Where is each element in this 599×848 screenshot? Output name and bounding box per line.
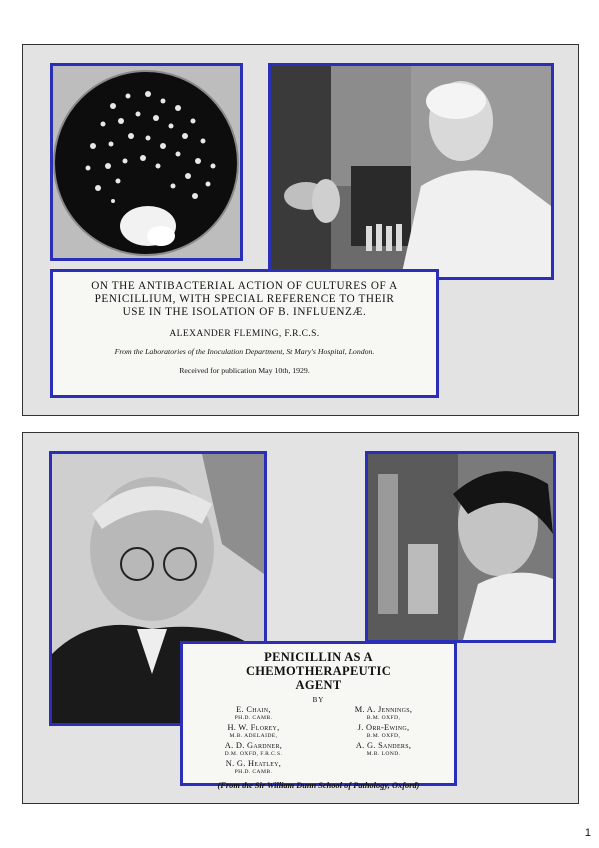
paper-affiliation: From the Laboratories of the Inoculation Department, St Mary's Hospital, London.	[114, 347, 375, 356]
title-line: PENICILLIN AS A CHEMOTHERAPEUTIC	[245, 650, 392, 678]
paper-received-date: Received for publication May 10th, 1929.	[179, 366, 310, 375]
author-columns	[191, 705, 446, 777]
fleming-paper-header	[50, 269, 439, 398]
author-degree: PH.D. CAMB.	[234, 769, 273, 775]
author-degree: D.M. OXFD, F.R.C.S.	[224, 751, 283, 757]
author-entry	[321, 705, 446, 722]
author-name: E. Chain,	[236, 705, 271, 714]
page-number: 1	[584, 827, 591, 839]
author-degree: M.B. LOND.	[366, 751, 401, 757]
fleming-portrait-image	[271, 66, 551, 277]
author-entry	[191, 741, 316, 758]
slide-fleming	[22, 44, 579, 416]
title-line: ON THE ANTIBACTERIAL ACTION OF CULTURES OF A	[91, 280, 398, 292]
author-entry	[321, 741, 446, 758]
title-line: USE IN THE ISOLATION OF B. INFLUENZÆ.	[122, 306, 367, 318]
author-column-right	[321, 705, 446, 777]
author-degree: B.M. OXFD,	[366, 733, 401, 739]
author-name: M. A. Jennings,	[354, 705, 413, 714]
author-degree: B.M. OXFD,	[366, 715, 401, 721]
author-name: N. G. Heatley,	[225, 759, 282, 768]
author-name: A. G. Sanders,	[355, 741, 412, 750]
author-degree: PH.D. CAMB.	[234, 715, 273, 721]
author-column-left	[191, 705, 316, 777]
fleming-lab-photo	[268, 63, 554, 280]
author-name: A. D. Gardner,	[224, 741, 283, 750]
paper-affiliation: (From the Sir William Dunn School of Pathology, Oxford)	[217, 781, 420, 790]
title-line: PENICILLIUM, WITH SPECIAL REFERENCE TO THEIR	[94, 293, 395, 305]
author-entry	[191, 759, 316, 776]
chain-lab-photo	[365, 451, 556, 643]
paper-by: BY	[312, 696, 325, 704]
author-entry	[191, 723, 316, 740]
slide-florey-chain	[22, 432, 579, 804]
chain-portrait-image	[368, 454, 553, 640]
petri-dish-photo	[50, 63, 243, 261]
chain-paper-header	[180, 641, 457, 790]
author-degree: M.B. ADELAIDE,	[229, 733, 278, 739]
petri-dish-image	[53, 66, 240, 258]
author-entry	[191, 705, 316, 722]
author-entry	[321, 723, 446, 740]
author-name: H. W. Florey,	[227, 723, 280, 732]
paper-author: ALEXANDER FLEMING, F.R.C.S.	[169, 329, 320, 339]
author-name: J. Orr-Ewing,	[357, 723, 410, 732]
paper-title	[191, 650, 446, 692]
title-line: AGENT	[295, 678, 342, 692]
paper-title	[63, 280, 426, 319]
